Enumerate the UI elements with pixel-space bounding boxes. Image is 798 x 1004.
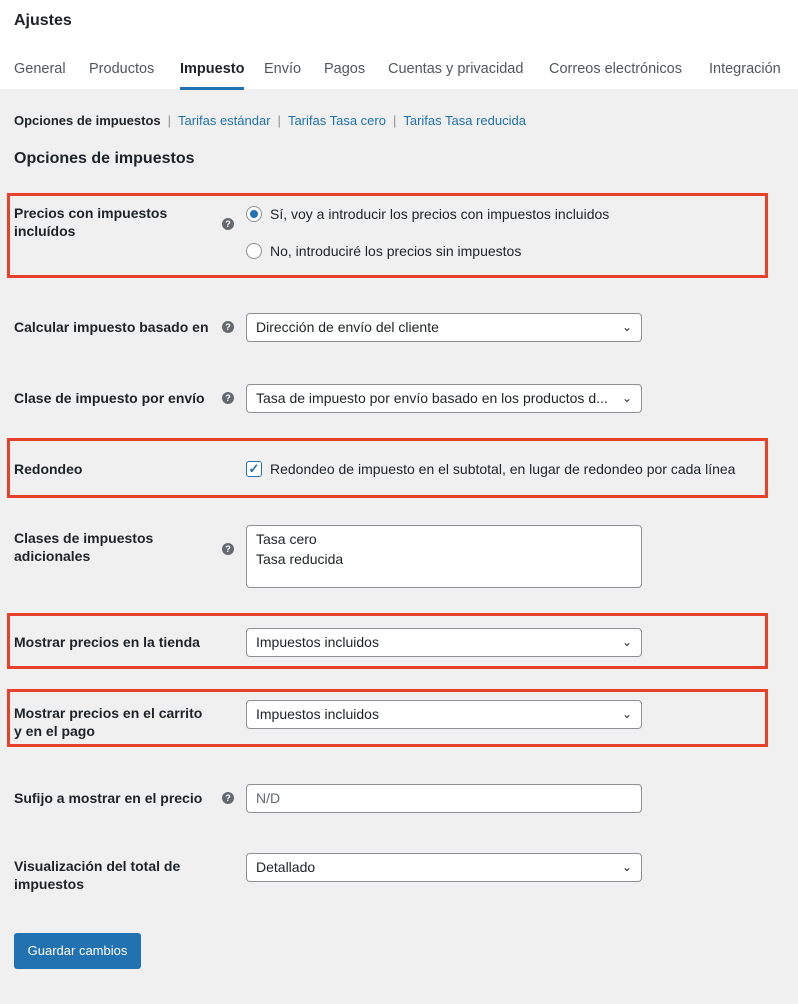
- help-icon[interactable]: ?: [222, 321, 234, 333]
- header: [0, 0, 798, 89]
- radio-prices-incl-no[interactable]: [246, 243, 262, 259]
- tab-productos[interactable]: Productos: [89, 61, 155, 77]
- chevron-down-icon: ⌄: [621, 707, 632, 721]
- tab-pagos[interactable]: Pagos: [324, 61, 366, 77]
- tab-envio[interactable]: Envío: [264, 61, 302, 77]
- total-display-label: Visualización del total de impuestos: [14, 858, 181, 892]
- additional-classes-label: Clases de impuestos adicionales: [14, 530, 154, 564]
- suffix-label: Sufijo a mostrar en el precio: [14, 790, 203, 806]
- tab-integracion[interactable]: Integración: [709, 61, 781, 77]
- page-title: Ajustes: [14, 12, 72, 29]
- cart-display-label: Mostrar precios en el carrito y en el pago: [14, 705, 203, 739]
- shipping-class-label: Clase de impuesto por envío: [14, 390, 205, 406]
- tab-cuentas[interactable]: Cuentas y privacidad: [388, 61, 524, 77]
- help-icon[interactable]: ?: [222, 218, 234, 230]
- shop-display-label: Mostrar precios en la tienda: [14, 634, 200, 650]
- save-button[interactable]: Guardar cambios: [14, 933, 141, 969]
- rounding-checkbox[interactable]: ✓: [246, 461, 262, 477]
- rounding-label: Redondeo: [14, 461, 83, 477]
- chevron-down-icon: ⌄: [621, 635, 632, 649]
- help-icon[interactable]: ?: [222, 392, 234, 404]
- help-icon[interactable]: ?: [222, 543, 234, 555]
- shop-display-select[interactable]: Impuestos incluidos ⌄: [246, 628, 642, 657]
- subnav-zero-rates[interactable]: Tarifas Tasa cero: [287, 113, 386, 128]
- prices-incl-label: Precios con impuestos incluídos: [14, 205, 168, 239]
- shipping-class-select[interactable]: Tasa de impuesto por envío basado en los productos d... ⌄: [246, 384, 642, 413]
- based-on-select[interactable]: Dirección de envío del cliente ⌄: [246, 313, 642, 342]
- rounding-checkbox-label: Redondeo de impuesto en el subtotal, en lugar de redondeo por cada línea: [270, 461, 736, 477]
- subnav-reduced-rates[interactable]: Tarifas Tasa reducida: [403, 113, 526, 128]
- total-display-select[interactable]: Detallado ⌄: [246, 853, 642, 882]
- chevron-down-icon: ⌄: [621, 860, 632, 874]
- suffix-input[interactable]: N/D: [246, 784, 642, 813]
- subnav-standard-rates[interactable]: Tarifas estándar: [178, 113, 271, 128]
- tab-general[interactable]: General: [14, 61, 66, 77]
- chevron-down-icon: ⌄: [621, 320, 632, 334]
- radio-yes-label: Sí, voy a introducir los precios con impuestos incluidos: [270, 206, 610, 222]
- subnav-current: Opciones de impuestos: [14, 113, 161, 128]
- cart-display-select[interactable]: Impuestos incluidos ⌄: [246, 700, 642, 729]
- section-title: Opciones de impuestos: [14, 150, 195, 167]
- additional-classes-textarea[interactable]: Tasa cero Tasa reducida: [246, 525, 642, 588]
- radio-no-label: No, introduciré los precios sin impuestos: [270, 243, 522, 259]
- radio-prices-incl-yes[interactable]: [246, 206, 262, 222]
- chevron-down-icon: ⌄: [621, 391, 632, 405]
- help-icon[interactable]: ?: [222, 792, 234, 804]
- tab-correos[interactable]: Correos electrónicos: [549, 61, 682, 77]
- subnav: Opciones de impuestos | Tarifas estándar | Tarifas Tasa cero | Tarifas Tasa reducida: [14, 113, 526, 128]
- tab-impuesto[interactable]: Impuesto: [180, 61, 245, 77]
- based-on-label: Calcular impuesto basado en: [14, 319, 209, 335]
